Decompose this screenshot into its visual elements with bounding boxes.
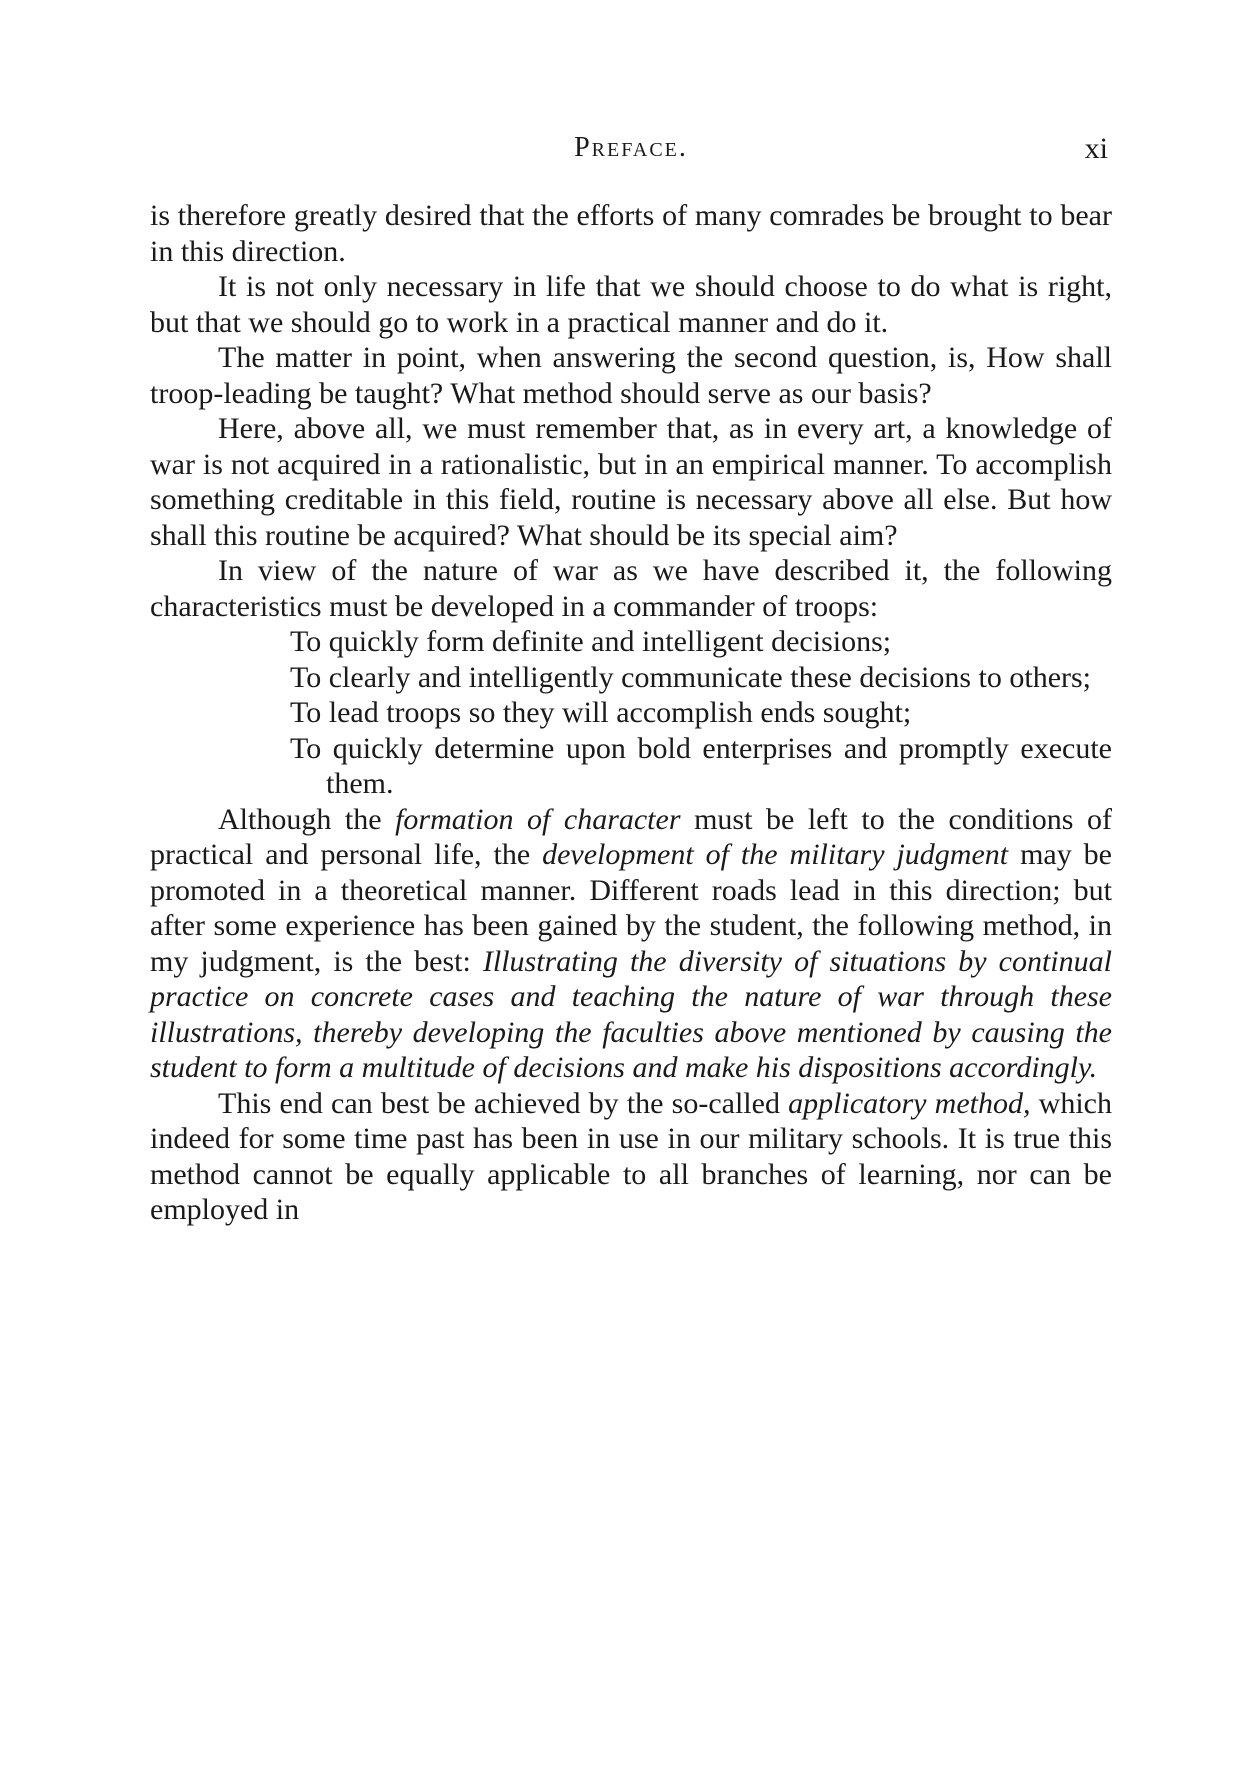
running-head: Preface. — [574, 132, 688, 163]
text-run: This end can best be achieved by the so-called — [218, 1086, 789, 1120]
text-run: which indeed for some time past has been in use in our military schools. It is true this method cannot be equally applicable to all branches of learning, nor can be employed in — [150, 1086, 1112, 1226]
text-run: Although the — [218, 802, 396, 836]
text-run: The matter in point, when answering the second question, is, How shall troop-leading be taught? What method should serve as our basis? — [150, 341, 1112, 410]
list-item: To quickly determine upon bold enterprises and promptly execute them. — [290, 731, 1112, 800]
paragraph — [150, 1086, 1112, 1228]
page-header — [150, 128, 1112, 176]
text-run: may be promoted in a theoretical manner. Different roads lead in this direction; but after some experience has been gained by the student, the following method, in my judgment, is the best: — [150, 838, 1112, 978]
body-text — [150, 198, 1112, 1228]
list-item: To clearly and intelligently communicate these decisions to others; — [290, 660, 1092, 694]
italic-run: development of the military judgment — [542, 838, 1009, 871]
paragraph — [150, 198, 1112, 269]
italic-run: applicatory method, — [788, 1086, 1031, 1120]
paragraph — [150, 340, 1112, 411]
text-run: It is not only necessary in life that we should choose to do what is right, but that we should go to work in a practical manner and do it. — [150, 270, 1112, 339]
paragraph — [150, 802, 1112, 1086]
text-run: In view of the nature of war as we have described it, the following characteristics must be developed in a commander of troops: — [150, 554, 1112, 623]
paragraph — [150, 553, 1112, 624]
page-number: xi — [1084, 132, 1108, 165]
paragraph — [150, 411, 1112, 553]
characteristics-list — [150, 624, 1112, 802]
text-run: is therefore greatly desired that the efforts of many comrades be brought to bear in this direction. — [150, 199, 1112, 268]
text-run: Here, above all, we must remember that, as in every art, a knowledge of war is not acquired in a rationalistic, but in an empirical manner. To accomplish something creditable in this field, routine is necessary above all else. But how shall this routine be acquired? What should be its special aim? — [150, 412, 1112, 552]
list-item: To lead troops so they will accomplish ends sought; — [290, 696, 912, 729]
italic-run: formation of character — [395, 802, 681, 836]
text-run: must be left to the conditions of practical and personal life, the — [150, 802, 1112, 871]
book-page — [150, 128, 1112, 1228]
paragraph — [150, 269, 1112, 340]
list-item: To quickly form definite and intelligent decisions; — [290, 625, 892, 658]
italic-run: Illustrating the diversity of situations by continual practice on concrete cases and teaching the nature of war through these illustrations, thereby developing the faculties above mentioned by causing the student to form a multitude of decisions and make his dispositions accordingly. — [150, 944, 1112, 1084]
